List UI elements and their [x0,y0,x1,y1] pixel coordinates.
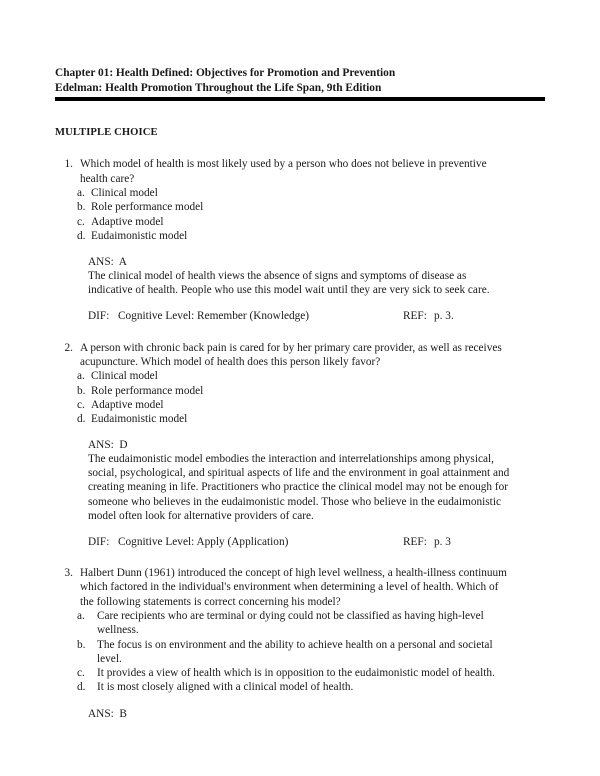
option-text: It provides a view of health which is in opposition to the eudaimonistic model of health. [97,666,495,679]
option-item[interactable] [55,680,513,694]
question-item [55,157,513,323]
option-item[interactable] [55,609,513,637]
answer-label: ANS: D [88,438,128,451]
option-text: Clinical model [91,187,158,200]
option-text: Eudaimonistic model [91,412,188,425]
document-header [55,66,513,96]
question-number: 2. [64,341,73,354]
answer-label: ANS: B [88,707,127,720]
question-number: 3. [64,567,73,580]
question-meta-row [88,309,513,323]
option-item[interactable] [55,215,513,229]
question-item [55,341,513,550]
answer-block [88,438,513,523]
question-stem: A person with chronic back pain is cared for by her primary care provider, as well as receives acupuncture. Which model of health does this person likely favor? [80,341,502,368]
option-list [55,369,513,425]
option-text: It is most closely aligned with a clinical model of health. [97,680,354,693]
option-item[interactable] [55,666,513,680]
option-letter: a. [77,187,85,200]
option-text: Role performance model [91,384,204,397]
header-line-textbook: Edelman: Health Promotion Throughout the Life Span, 9th Edition [55,82,382,95]
dif-value: Cognitive Level: Apply (Application) [118,536,289,548]
option-letter: c. [77,398,85,411]
question-stem-row [55,566,513,609]
option-text: Clinical model [91,370,158,383]
option-letter: c. [77,215,85,228]
option-letter: b. [77,638,86,651]
option-item[interactable] [55,412,513,426]
option-text: Eudaimonistic model [91,229,188,242]
answer-rationale: The eudaimonistic model embodies the interaction and interrelationships among physical, social, psychological, and spiritual aspects of life and the environment in goal attainment and creating meaning in life. Practitioners who practice the clinical model may not be enough for someone who believes in the eudaimonistic model. Those who believe in the eudaimonistic model often look for alternative providers of care. [88,452,510,522]
option-letter: b. [77,384,86,397]
option-text: The focus is on environment and the ability to achieve health on a personal and societal level. [97,638,493,665]
option-item[interactable] [55,229,513,243]
question-item [55,566,513,721]
option-item[interactable] [55,186,513,200]
header-divider-rule [55,97,545,101]
option-text: Care recipients who are terminal or dying could not be classified as having high-level wellness. [97,610,484,637]
option-letter: c. [77,666,85,679]
question-meta-row [88,535,513,549]
option-item[interactable] [55,369,513,383]
question-stem: Halbert Dunn (1961) introduced the concept of high level wellness, a health-illness continuum which factored in the individual's environment when determining a level of health. Which of the following statements is correct concerning his model? [80,567,507,608]
option-text: Role performance model [91,201,204,214]
option-letter: a. [77,370,85,383]
question-stem-row [55,341,513,369]
question-stem: Which model of health is most likely used by a person who does not believe in preventive health care? [80,158,487,185]
ref-value: p. 3 [434,536,451,548]
option-list [55,609,513,694]
header-line-chapter: Chapter 01: Health Defined: Objectives for Promotion and Prevention [55,67,396,79]
ref-value: p. 3. [434,310,454,323]
option-item[interactable] [55,200,513,214]
question-number: 1. [64,158,73,171]
option-text: Adaptive model [91,398,164,411]
option-letter: d. [77,229,86,242]
option-text: Adaptive model [91,215,164,228]
answer-label: ANS: A [88,255,127,268]
answer-rationale: The clinical model of health views the absence of signs and symptoms of disease as indicative of health. People who use this model wait until they are very sick to seek care. [88,269,490,297]
option-list [55,186,513,242]
dif-label: DIF: [88,310,110,323]
option-letter: a. [77,610,85,623]
dif-label: DIF: [88,536,110,548]
dif-value: Cognitive Level: Remember (Knowledge) [118,310,310,323]
option-letter: d. [77,680,86,693]
option-letter: d. [77,412,86,425]
ref-label: REF: [403,310,427,323]
option-item[interactable] [55,384,513,398]
ref-label: REF: [403,536,427,548]
option-item[interactable] [55,638,513,666]
answer-block [88,255,513,298]
document-content [55,66,513,721]
option-item[interactable] [55,398,513,412]
section-heading-multiple-choice: MULTIPLE CHOICE [55,127,158,139]
option-letter: b. [77,201,86,214]
question-stem-row [55,157,513,185]
